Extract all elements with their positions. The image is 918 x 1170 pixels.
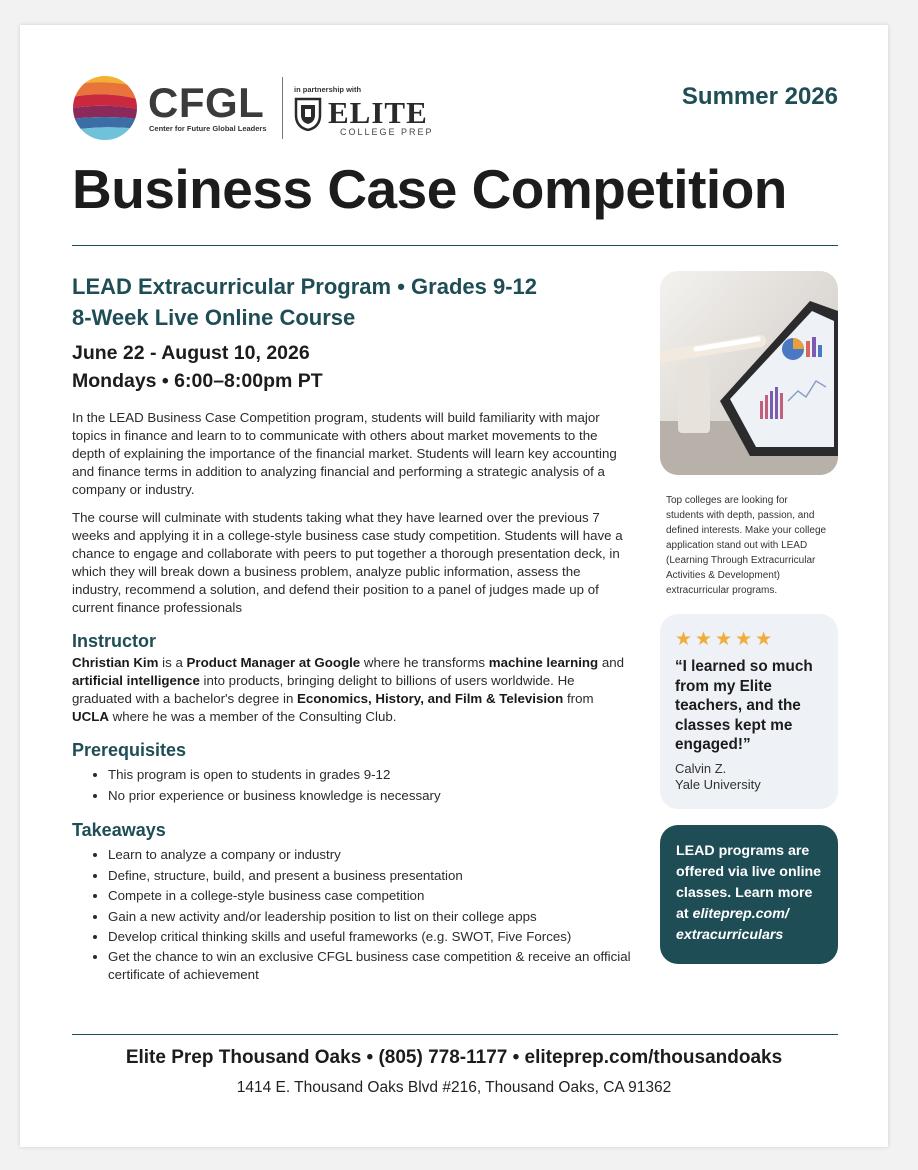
list-item: • Compete in a college-style business case competition: [108, 886, 632, 907]
cta-text: LEAD programs are offered via live online classes. Learn more at: [676, 842, 822, 922]
takeaways-heading: Takeaways: [72, 820, 166, 840]
prerequisites-heading: Prerequisites: [72, 740, 187, 760]
logo-divider: [282, 77, 283, 139]
elite-seal-icon: [294, 97, 322, 131]
sidebar: [660, 271, 838, 964]
list-item: • Define, structure, build, and present a business presentation: [108, 866, 632, 887]
bio-bold: Economics, History, and Film & Television: [297, 691, 564, 706]
sidebar-caption: Top colleges are looking for students with depth, passion, and defined interests. Make your college application stand out with LEAD (Learning Through Extracurricular Activities & Development) extracurricular programs.: [666, 495, 827, 596]
description-paragraph: The course will culminate with students taking what they have learned over the previous 7 weeks and applying it in a college-style business case study competition. Students will have a chance to engage and collaborate with peers to put together a thorough presentation deck, in which they will break down a business problem, analyze public information, assess the industry, recommend a solution, and defend their position to a panel of judges made up of current finance professionals: [72, 510, 623, 615]
bio-bold: machine learning: [488, 655, 599, 670]
footer-address: 1414 E. Thousand Oaks Blvd #216, Thousand Oaks, CA 91362: [236, 1079, 672, 1096]
list-item: • Gain a new activity and/or leadership position to list on their college apps: [108, 907, 632, 928]
testimonial-school: Yale University: [675, 776, 761, 792]
tablet-chart-photo: [660, 271, 838, 475]
testimonial-name: Calvin Z.: [675, 760, 727, 776]
bio-text: from: [563, 691, 594, 706]
description-paragraph: In the LEAD Business Case Competition program, students will build familiarity with major topics in finance and learn to to communicate with others about market movements to the depth of explaining the importance of the financial market. Students will learn key accounting and finance terms in addition to analyzing financial and performing a strategic analysis of a company or industry.: [72, 410, 617, 497]
bio-text: where he was a member of the Consulting Club.: [108, 709, 397, 724]
flyer-page: [20, 25, 888, 1147]
cta-link[interactable]: eliteprep.com/ extracurriculars: [676, 905, 789, 943]
elite-wordmark: ELITE: [328, 95, 428, 130]
list-item: • Learn to analyze a company or industry: [108, 845, 632, 866]
weekly-time: Mondays • 6:00–8:00pm PT: [72, 370, 323, 392]
takeaways-list: [72, 845, 632, 984]
instructor-heading: Instructor: [72, 631, 157, 651]
partnership-text: in partnership with: [294, 85, 362, 94]
schedule: [72, 339, 632, 395]
bio-bold: UCLA: [72, 709, 109, 724]
bio-bold: artificial intelligence: [72, 673, 200, 688]
instructor-bio: [72, 654, 632, 726]
program-subtitle: [72, 271, 632, 333]
bio-text: is a: [158, 655, 187, 670]
tablet-chart-photo-icon: [660, 271, 838, 475]
cfgl-globe-icon: [72, 75, 138, 141]
program-subtitle-line1: LEAD Extracurricular Program • Grades 9-12: [72, 274, 537, 299]
season-label: Summer 2026: [681, 83, 838, 110]
cfgl-wordmark: CFGL: [148, 79, 265, 126]
prerequisites-list: [72, 765, 632, 806]
rating-stars-icon: ★★★★★: [675, 629, 776, 650]
list-item: • No prior experience or business knowledge is necessary: [108, 786, 632, 807]
footer-contact: Elite Prep Thousand Oaks • (805) 778-1177 • eliteprep.com/thousandoaks: [125, 1047, 783, 1068]
bio-bold: Product Manager at Google: [186, 655, 361, 670]
list-item: • Develop critical thinking skills and useful frameworks (e.g. SWOT, Five Forces): [108, 927, 632, 948]
top-divider: [72, 245, 838, 246]
bio-bold: Christian Kim: [72, 655, 159, 670]
elite-subtitle: COLLEGE PREP: [340, 127, 434, 137]
cfgl-subtitle: Center for Future Global Leaders: [149, 124, 267, 133]
bio-text: into products, bringing delight to billions of users worldwide. He graduated with a bachelor's degree in: [72, 673, 575, 706]
testimonial-quote: “I learned so much from my Elite teachers, and the classes kept me engaged!”: [675, 658, 813, 753]
testimonial-card: [660, 614, 838, 809]
page-title: Business Case Competition: [72, 158, 787, 220]
cta-box: [660, 825, 838, 964]
list-item: • This program is open to students in grades 9-12: [108, 765, 632, 786]
list-item: • Get the chance to win an exclusive CFGL business case competition & receive an official certificate of achievement: [108, 948, 632, 984]
date-range: June 22 - August 10, 2026: [72, 342, 310, 364]
bio-text: where he transforms: [360, 655, 489, 670]
bio-text: and: [598, 655, 625, 670]
bottom-divider: [72, 1034, 838, 1035]
program-subtitle-line2: 8-Week Live Online Course: [72, 305, 356, 330]
main-column: [72, 271, 632, 984]
